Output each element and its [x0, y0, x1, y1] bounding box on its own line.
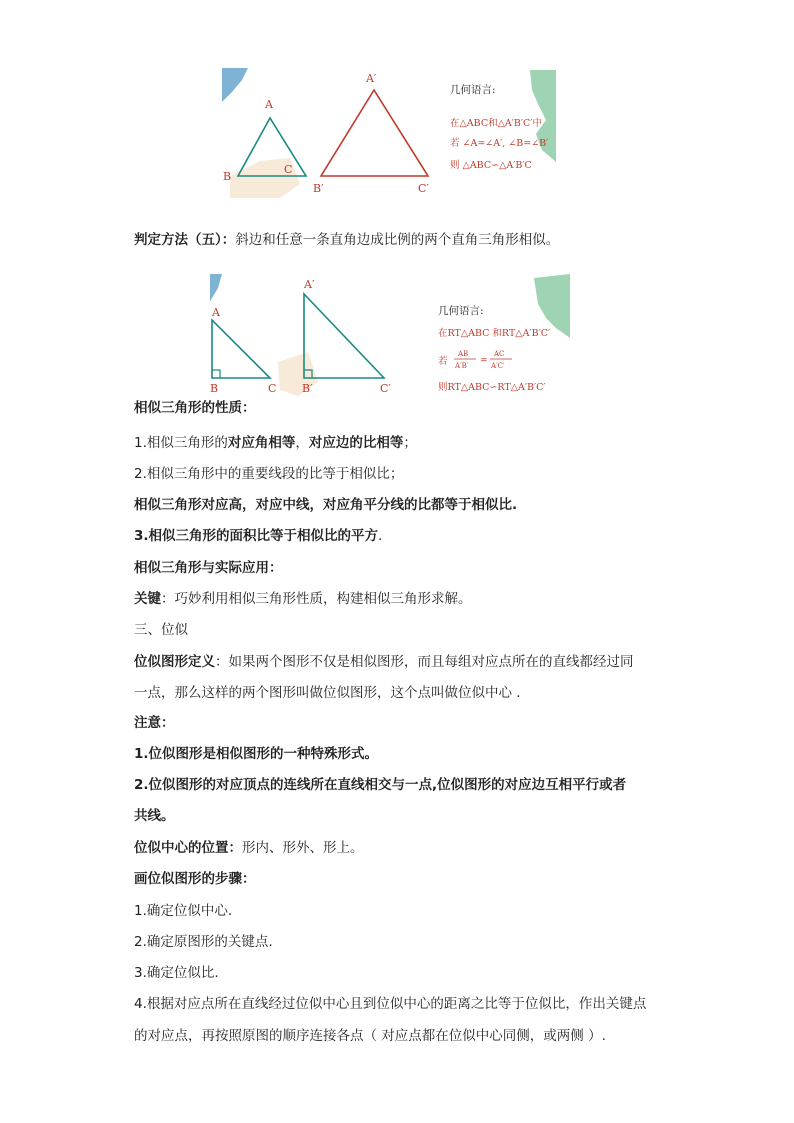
homothety-definition-2: 一点，那么这样的两个图形叫做位似图形，这个点叫做位似中心 .: [134, 685, 521, 701]
homothety-definition-1: [134, 652, 634, 672]
geo-ruo: 若: [438, 356, 448, 367]
right-angle-mark-b: [212, 370, 220, 378]
geo-line-2: 若 ∠A=∠A′, ∠B=∠B′: [450, 138, 549, 149]
step-1: 1.确定位似中心.: [134, 903, 233, 919]
center-position-label: 位似中心的位置：: [134, 840, 242, 856]
fraction-1-denominator: A′B′: [455, 362, 469, 370]
fraction-1-numerator: AB: [458, 350, 469, 358]
label-a-prime: A′: [366, 72, 377, 85]
fraction-equals: =: [480, 356, 488, 366]
step-4a: 4.根据对应点所在直线经过位似中心且到位似中心的距离之比等于位似比，作出关键点: [134, 996, 647, 1012]
method-5-label: 判定方法（五）：: [134, 232, 236, 248]
homothety-definition-text-1: ：如果两个图形不仅是相似图形，而且每组对应点所在的直线都经过同: [215, 654, 634, 670]
section-3-heading: 三、位似: [134, 622, 188, 638]
method-5: [134, 230, 559, 250]
note-1: 1.位似图形是相似图形的一种特殊形式。: [134, 746, 379, 762]
property-1-end: ；: [403, 435, 417, 451]
note-2b: 共线。: [134, 808, 175, 824]
label-a-prime: A′: [304, 278, 315, 291]
geo-line-1: 在△ABC和△A′B′C′中: [450, 118, 542, 129]
geo-line-3: 则 △ABC∽△A′B′C: [450, 160, 532, 171]
step-4b: 的对应点，再按照原图的顺序连接各点（ 对应点都在位似中心同侧，或两侧 ）.: [134, 1028, 606, 1044]
property-3-bold: 3.相似三角形的面积比等于相似比的平方: [134, 528, 379, 544]
property-1-bold-2: 对应边的比相等: [308, 435, 404, 451]
properties-heading: 相似三角形的性质：: [134, 400, 256, 416]
property-3-end: .: [378, 528, 383, 544]
application-key-text: ：巧妙利用相似三角形性质，构建相似三角形求解。: [161, 591, 472, 607]
label-a: A: [265, 98, 273, 111]
right-triangle-a-b-c-prime: [304, 294, 384, 378]
steps-heading: 画位似图形的步骤：: [134, 871, 256, 887]
fraction-2-numerator: AC: [494, 350, 505, 358]
geo-line-3: 则RT△ABC∽RT△A′B′C′: [438, 382, 546, 393]
method-5-text: 斜边和任意一条直角边成比例的两个直角三角形相似。: [235, 232, 560, 248]
label-b: B: [210, 382, 219, 395]
center-position: [134, 838, 364, 858]
decor-blue-corner: [210, 274, 222, 302]
label-b-prime: B′: [302, 382, 313, 395]
geo-title: 几何语言:: [438, 305, 484, 317]
application-key: [134, 589, 472, 609]
geo-title: 几何语言:: [450, 84, 496, 96]
property-1: [134, 433, 417, 453]
property-1-mid: ，: [295, 435, 309, 451]
note-heading: 注意：: [134, 715, 175, 731]
label-b-prime: B′: [313, 182, 324, 195]
figure-right-triangles: [208, 272, 574, 402]
label-b: B: [223, 170, 232, 183]
application-key-label: 关键: [134, 591, 161, 607]
label-c: C: [268, 382, 277, 395]
label-c: C: [284, 163, 293, 176]
center-position-text: 形内、形外、形上。: [242, 840, 364, 856]
step-3: 3.确定位似比.: [134, 965, 219, 981]
property-1-pre: 1.相似三角形的: [134, 435, 228, 451]
triangle-a-b-c-prime: [321, 90, 428, 176]
geo-line-1: 在RT△ABC 和RT△A′B′C′: [438, 328, 551, 339]
application-heading: 相似三角形与实际应用：: [134, 560, 283, 576]
step-2: 2.确定原图形的关键点.: [134, 934, 273, 950]
property-2: 2.相似三角形中的重要线段的比等于相似比；: [134, 466, 404, 482]
property-1-bold-1: 对应角相等: [227, 435, 296, 451]
decor-blue-corner: [222, 68, 248, 102]
right-triangle-abc: [212, 320, 270, 378]
fraction-2-denominator: A′C′: [491, 362, 505, 370]
label-c-prime: C′: [380, 382, 391, 395]
property-3: [134, 526, 382, 546]
property-2b: 相似三角形对应高，对应中线，对应角平分线的比都等于相似比.: [134, 497, 518, 513]
label-a: A: [212, 306, 220, 319]
figure-similar-triangles: [220, 66, 560, 200]
note-2a: 2.位似图形的对应顶点的连线所在直线相交与一点,位似图形的对应边互相平行或者: [134, 777, 627, 793]
homothety-definition-label: 位似图形定义: [134, 654, 215, 670]
label-c-prime: C′: [418, 182, 429, 195]
